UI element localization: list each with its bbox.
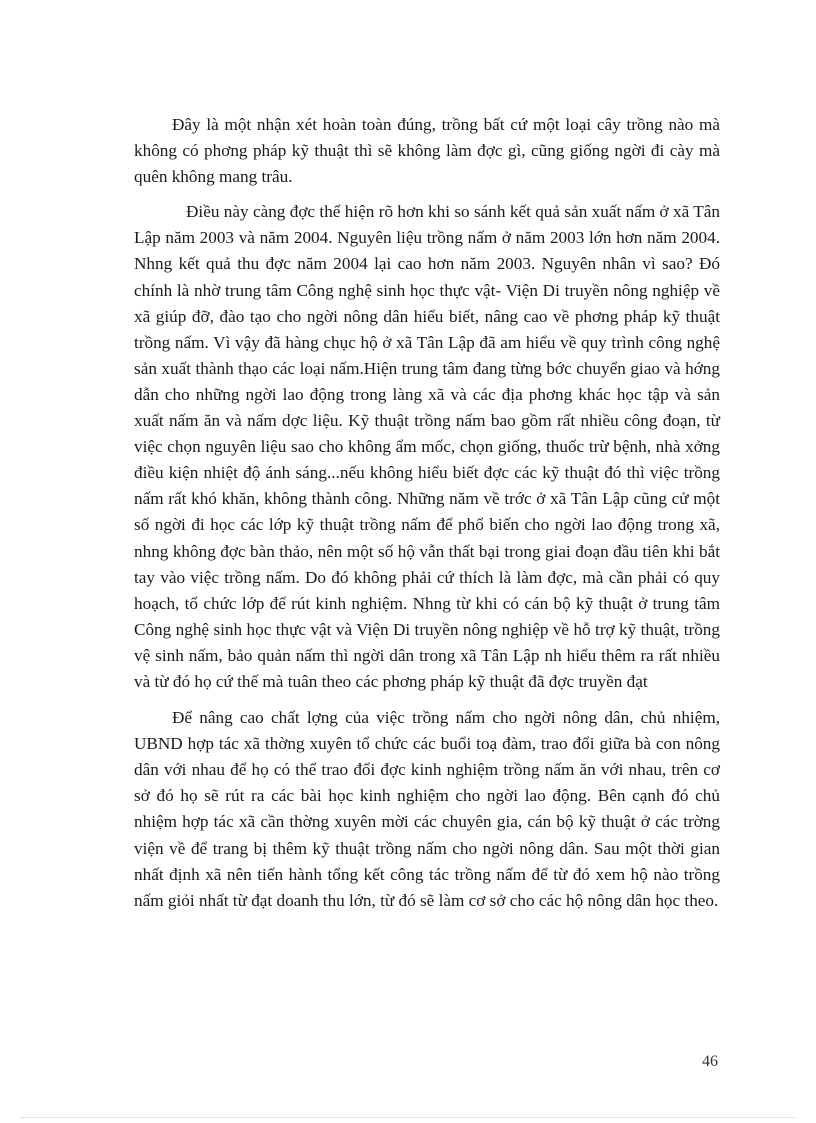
paragraph-3: Để nâng cao chất lợng của việc trồng nấm cho ngời nông dân, chủ nhiệm, UBND hợp tác xã thờng xuyên tổ chức các buổi toạ đàm, trao đổi giữa bà con nông dân với nhau để họ có thể trao đổi đợc kinh nghiệm trồng nấm ăn với nhau, trên cơ sở đó họ sẽ rút ra các bài học kinh nghiệm cho ngời lao động. Bên cạnh đó chủ nhiệm hợp tác xã cần thờng xuyên mời các chuyên gia, cán bộ kỹ thuật ở các trờng viện về để trang bị thêm kỹ thuật trồng nấm cho ngời nông dân. Sau một thời gian nhất định xã nên tiến hành tổng kết công tác trồng nấm để từ đó xem hộ nào trồng nấm giỏi nhất từ đạt doanh thu lớn, từ đó sẽ làm cơ sở cho các hộ nông dân học theo. [134, 708, 720, 910]
paragraph-2: Điều này càng đợc thể hiện rõ hơn khi so sánh kết quả sản xuất nấm ở xã Tân Lập năm 2003 và năm 2004. Nguyên liệu trồng nấm ở năm 2003 lớn hơn năm 2004. Nhng kết quả thu đợc năm 2004 lại cao hơn năm 2003. Nguyên nhân vì sao? Đó chính là nhờ trung tâm Công nghệ sinh học thực vật- Viện Di truyền nông nghiệp về xã giúp đỡ, đào tạo cho ngời nông dân hiểu biết, nâng cao về phơng pháp kỹ thuật trồng nấm. Vì vậy đã hàng chục hộ ở xã Tân Lập đã am hiểu về quy trình công nghệ sản xuất thành thạo các loại nấm.Hiện trung tâm đang từng bớc chuyển giao và hớng dẫn cho những ngời lao động trong làng xã và các địa phơng khác học tập và sản xuất nấm ăn và nấm dợc liệu. Kỹ thuật trồng nấm bao gồm rất nhiều công đoạn, từ việc chọn nguyên liệu sao cho không ẩm mốc, chọn giống, thuốc trừ bệnh, nhà xởng điều kiện nhiệt độ ánh sáng...nếu không hiểu biết đợc các kỹ thuật đó thì việc trồng nấm rất khó khăn, không thành công. Những năm về trớc ở xã Tân Lập cũng cử một số ngời đi học các lớp kỹ thuật trồng nấm để phổ biến cho ngời lao động trong xã, nhng không đợc bàn thảo, nên một số hộ vẫn thất bại trong giai đoạn đầu tiên khi bắt tay vào việc trồng nấm. Do đó không phải cứ thích là làm đợc, mà cần phải có quy hoạch, tổ chức lớp để rút kinh nghiệm. Nhng từ khi có cán bộ kỹ thuật ở trung tâm Công nghệ sinh học thực vật và Viện Di truyền nông nghiệp về hỗ trợ kỹ thuật, trồng vệ sinh nấm, bảo quản nấm thì ngời dân trong xã Tân Lập nh hiểu thêm ra rất nhiều và từ đó họ cứ thế mà tuân theo các phơng pháp kỹ thuật đã đợc truyền đạt [134, 202, 720, 691]
body-text [134, 112, 720, 914]
footer-divider [20, 1117, 796, 1118]
paragraph-1: Đây là một nhận xét hoàn toàn đúng, trồng bất cứ một loại cây trồng nào mà không có phơng pháp kỹ thuật thì sẽ không làm đợc gì, cũng giống ngời đi cày mà quên không mang trâu. [134, 115, 720, 187]
page-number: 46 [702, 1053, 718, 1070]
